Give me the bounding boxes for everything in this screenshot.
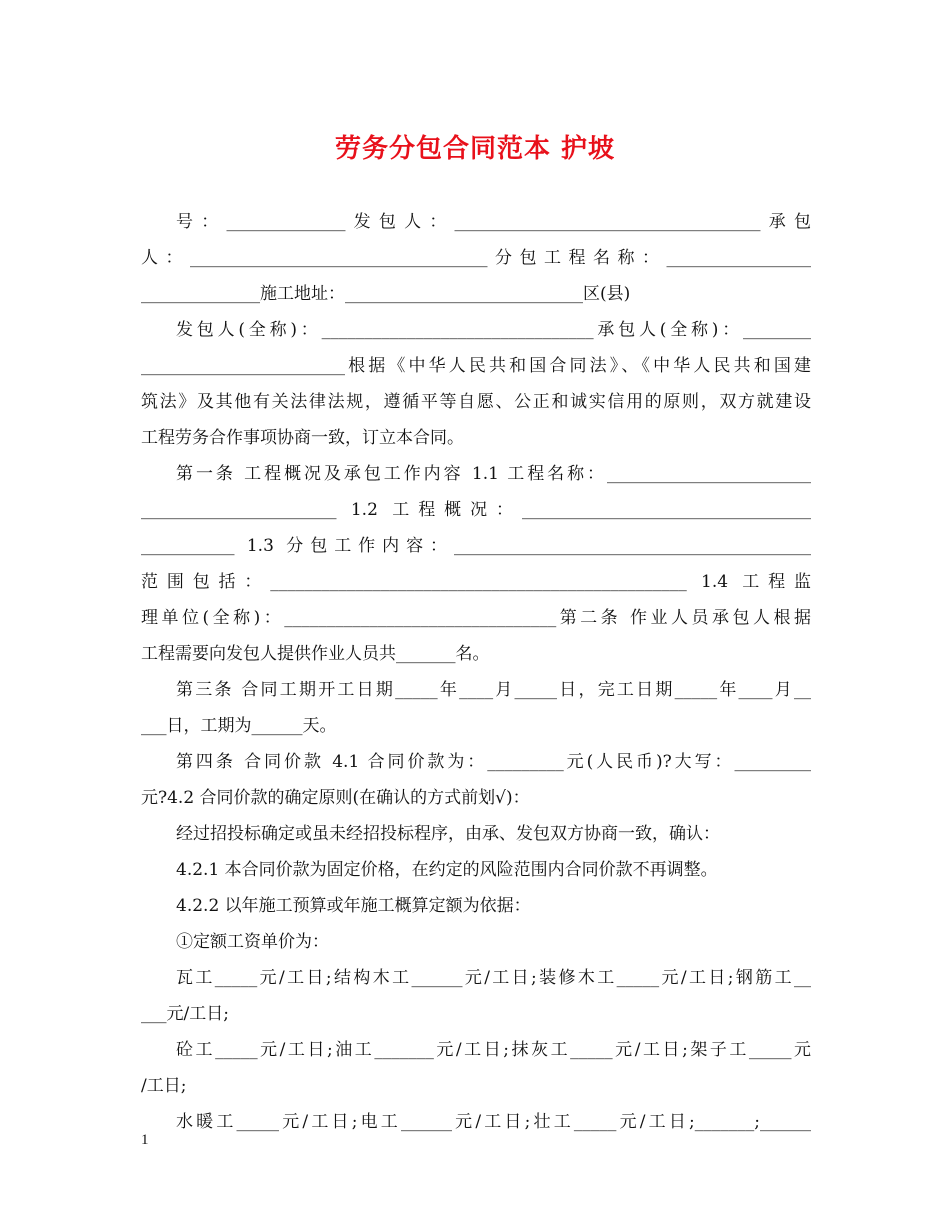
text-line: 发包人(全称)：________________________________承包人(全称)：________	[176, 320, 811, 340]
text-line: /工日;	[141, 1076, 187, 1096]
text-line: 砼工_____元/工日;油工_______元/工日;抹灰工_____元/工日;架子工_____元	[176, 1040, 811, 1060]
text-line: 第三条 合同工期开工日期_____年____月_____日，完工日期_____年____月__	[176, 680, 811, 700]
page-number: 1	[141, 1132, 149, 1148]
text-line: 人：___________________________________分包工程名称：_________________	[141, 248, 811, 268]
text-line: _______________________ 1.2 工程概况：__________________________________	[141, 500, 811, 520]
text-line: 工程劳务合作事项协商一致，订立本合同。	[141, 428, 464, 448]
text-line: 经过招投标确定或虽未经招投标程序，由承、发包双方协商一致，确认：	[176, 824, 720, 844]
text-line: 范围包括：_________________________________________________ 1.4 工程监	[141, 572, 811, 592]
text-line: 号：______________发包人：____________________________________承包	[176, 212, 811, 232]
text-line: 元?4.2 合同价款的确定原则(在确认的方式前划√)：	[141, 788, 530, 808]
text-line: ________________________根据《中华人民共和国合同法》、《中华人民共和国建	[141, 356, 811, 376]
text-line: 筑法》及其他有关法律法规，遵循平等自愿、公正和诚实信用的原则，双方就建设	[141, 392, 811, 412]
text-line: 瓦工_____元/工日;结构木工______元/工日;装修木工_____元/工日;钢筋工__	[176, 968, 811, 988]
text-line: ___元/工日;	[141, 1004, 229, 1024]
text-line: ___________ 1.3 分包工作内容：__________________________________________	[141, 536, 811, 556]
text-line: ___日，工期为______天。	[141, 716, 337, 736]
text-line: 水暖工_____元/工日;电工______元/工日;壮工_____元/工日;_______;______	[176, 1112, 811, 1132]
text-line: 理单位(全称)：________________________________第二条 作业人员承包人根据	[141, 608, 811, 628]
document-title: 劳务分包合同范本 护坡	[334, 134, 616, 164]
text-line: ______________施工地址：____________________________区(县)	[141, 284, 631, 304]
text-line: ①定额工资单价为：	[176, 932, 329, 952]
text-line: 4.2.2 以年施工预算或年施工概算定额为依据：	[176, 896, 531, 916]
text-line: 第四条 合同价款 4.1 合同价款为：_________元(人民币)?大写：_________	[176, 752, 811, 772]
text-line: 工程需要向发包人提供作业人员共_______名。	[141, 644, 490, 664]
text-line: 4.2.1 本合同价款为固定价格，在约定的风险范围内合同价款不再调整。	[176, 860, 718, 880]
text-line: 第一条 工程概况及承包工作内容 1.1 工程名称：________________________	[176, 464, 811, 484]
